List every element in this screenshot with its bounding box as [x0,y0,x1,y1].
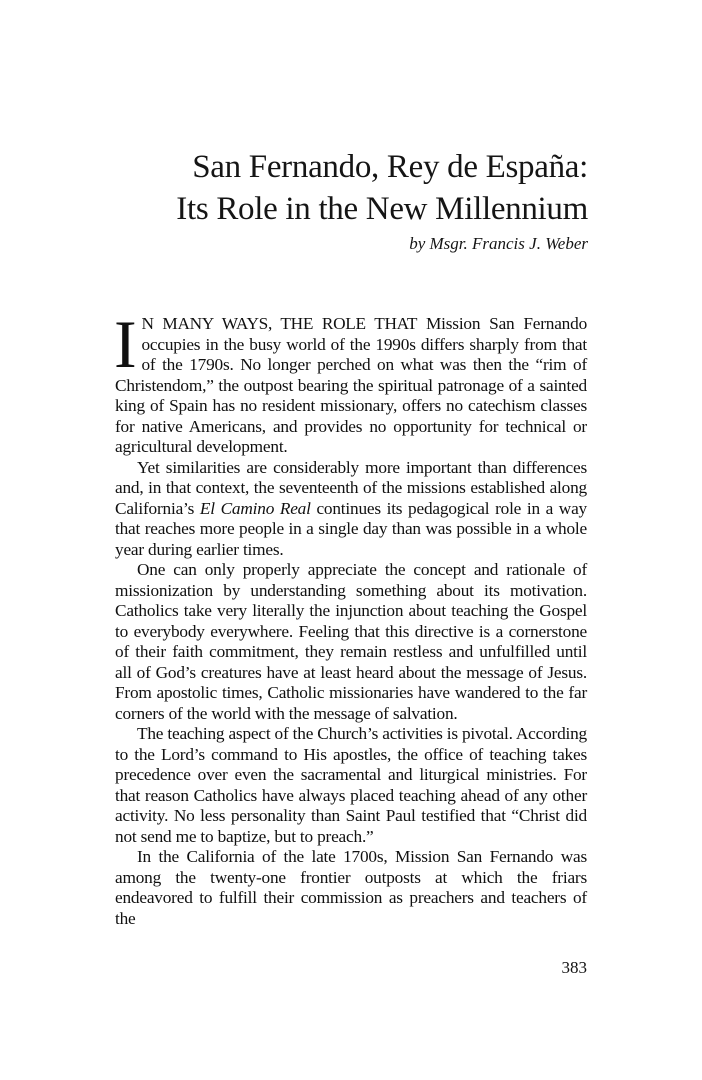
page-number: 383 [561,958,587,977]
paragraph-1-text: Mission San Fernando occupies in the busy world of the 1990s differs sharply from that of the 1790s. No longer perched on what was then the “rim of Christendom,” the outpost bearing the spiritual patronage of a sainted king of Spain has no resident missionary, offers no catechism classes for native Americans, and provides no opportunity for technical or agricultural development. [115,314,588,456]
paragraph-2-italic: El Camino Real [199,498,311,518]
byline-author: Msgr. Francis J. Weber [429,234,588,253]
paragraph-3: One can only properly appreciate the concept and rationale of missionization by understanding something about its motivation. Catholics take very literally the injunction about teaching the Gospel to everybody everywhere. Feeling that this directive is a cornerstone of their faith commitment, they remain restless and unfulfilled until all of God’s creatures have at least heard about the message of Jesus. From apostolic times, Catholic missionaries have wandered to the far corners of the world with the message of salvation. [115,560,587,723]
paragraph-5: In the California of the late 1700s, Mission San Fernando was among the twenty-one frontier outposts at which the friars endeavored to fulfill their commission as preachers and teachers of the [115,847,587,928]
article-title-line-2: Its Role in the New Millennium [176,191,588,227]
article-title-line-1: San Fernando, Rey de España: [192,149,588,185]
lead-in: N MANY WAYS, THE ROLE THAT [141,314,418,333]
article-body [114,306,588,929]
byline [118,232,588,256]
drop-cap: I [114,306,137,382]
paragraph-2 [115,458,587,561]
paragraph-4: The teaching aspect of the Church’s activities is pivotal. According to the Lord’s command to His apostles, the office of teaching takes precedence over even the sacramental and liturgical ministries. For that reason Catholics have always placed teaching ahead of any other activity. No less personality than Saint Paul testified that “Christ did not send me to baptize, but to preach.” [115,724,587,846]
paragraph-1 [114,306,588,458]
paragraph-2-text-b: continues its pedagogical role in a way that reaches more people in a single day than was possible in a whole year during earlier times. [115,498,588,559]
paragraph-2-text-a: Yet similarities are considerably more important than differences and, in that context, the seventeenth of the missions established along California’s [115,457,587,518]
article-header [118,146,588,256]
byline-prefix: by [409,234,426,253]
